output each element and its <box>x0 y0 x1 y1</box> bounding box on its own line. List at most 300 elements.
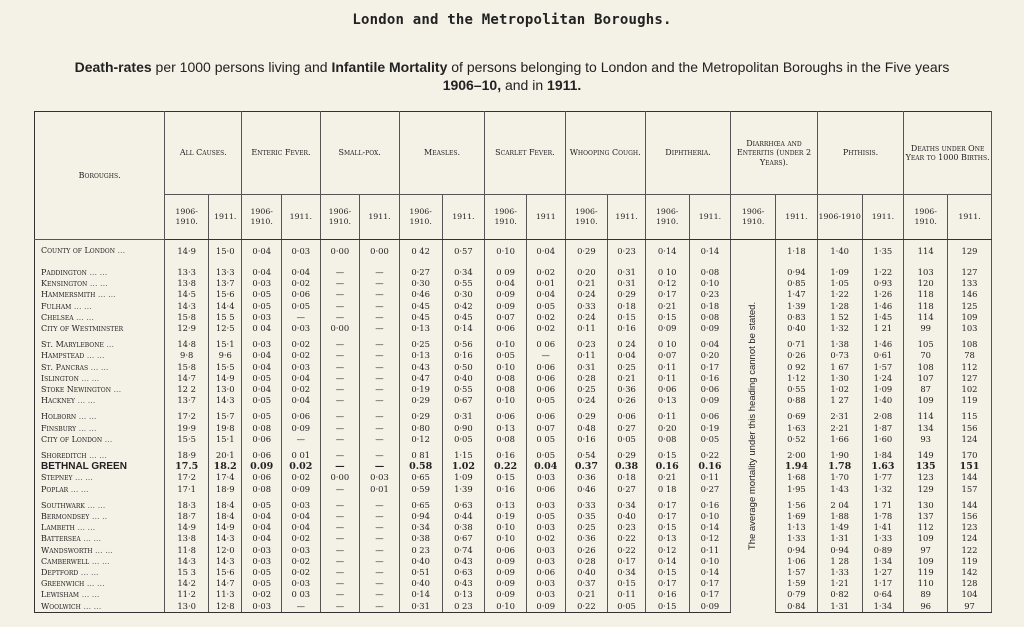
header-period: 1911. <box>360 195 400 240</box>
header-period: 1911 <box>526 195 565 240</box>
table-cell: — <box>320 461 360 472</box>
table-cell: 0·15 <box>645 312 689 323</box>
table-cell: — <box>360 556 400 567</box>
table-cell: 0·04 <box>526 289 565 300</box>
table-cell: 14·3 <box>209 395 242 406</box>
leader-dots: ... .. <box>91 512 108 522</box>
table-cell: 14·3 <box>209 533 242 544</box>
table-cell: 0·28 <box>565 373 608 384</box>
table-cell: 11·8 <box>165 545 209 556</box>
table-cell: 0·19 <box>689 423 731 434</box>
table-cell: 0·13 <box>399 323 442 334</box>
table-cell: 0·09 <box>689 601 731 613</box>
table-cell: 0·02 <box>526 533 565 544</box>
table-cell: 15·6 <box>209 289 242 300</box>
table-cell: 0·73 <box>817 350 862 361</box>
table-cell: 0·05 <box>689 434 731 445</box>
table-row <box>35 240 992 263</box>
table-cell: 1·09 <box>862 384 904 395</box>
table-cell: 0·25 <box>608 362 646 373</box>
table-cell: 0·24 <box>565 312 608 323</box>
table-cell: 0·03 <box>282 240 321 263</box>
table-cell: 0 06 <box>526 339 565 350</box>
table-cell: 0·15 <box>645 601 689 613</box>
table-cell: 0·16 <box>689 500 731 511</box>
table-cell: 0·05 <box>242 567 282 578</box>
table-cell: 0·04 <box>689 339 731 350</box>
header-period: 1911. <box>442 195 485 240</box>
table-cell: 0·05 <box>608 601 646 613</box>
borough-label: Camberwell <box>41 556 90 566</box>
table-cell: — <box>320 289 360 300</box>
table-cell: — <box>320 533 360 544</box>
table-cell: 107 <box>904 373 948 384</box>
header-period: 1911. <box>948 195 992 240</box>
table-cell: 1·63 <box>776 423 818 434</box>
table-cell: 0·09 <box>485 589 527 600</box>
table-cell: 119 <box>948 395 992 406</box>
table-cell: 124 <box>948 434 992 445</box>
table-cell: 70 <box>904 350 948 361</box>
table-cell: 0·23 <box>608 240 646 263</box>
table-cell: 1·57 <box>862 362 904 373</box>
table-cell: — <box>360 384 400 395</box>
table-cell: 0·14 <box>689 522 731 533</box>
table-cell: 0·54 <box>565 450 608 461</box>
table-cell: 18·3 <box>165 500 209 511</box>
table-cell: 13·7 <box>165 395 209 406</box>
table-row <box>35 484 992 495</box>
table-row <box>35 384 992 395</box>
table-cell: 102 <box>948 384 992 395</box>
table-cell: 14·9 <box>209 373 242 384</box>
table-cell: 0·14 <box>399 589 442 600</box>
borough-label: BETHNAL GREEN <box>41 461 127 473</box>
table-cell: 0·08 <box>689 267 731 278</box>
borough-label: Lewisham <box>41 590 80 600</box>
table-cell: 0·06 <box>282 289 321 300</box>
borough-label: Chelsea <box>41 312 74 322</box>
table-cell: 0·40 <box>399 556 442 567</box>
header-period: 1906-1910. <box>242 195 282 240</box>
table-cell: 1·39 <box>776 301 818 312</box>
borough-name <box>35 423 165 434</box>
subtitle-text-2: of persons belonging to London and the Metropolitan Boroughs in the Five years <box>447 59 950 75</box>
table-cell: 124 <box>948 533 992 544</box>
table-cell: 0·05 <box>242 411 282 422</box>
table-cell: 0·05 <box>242 578 282 589</box>
header-period: 1911. <box>209 195 242 240</box>
table-cell: 0·09 <box>485 567 527 578</box>
table-cell: 0·10 <box>485 533 527 544</box>
table-row <box>35 567 992 578</box>
table-cell: 13·3 <box>165 267 209 278</box>
borough-name <box>35 567 165 578</box>
table-cell: 1·39 <box>442 484 485 495</box>
table-cell: 1·38 <box>817 339 862 350</box>
leader-dots: ... <box>117 246 126 255</box>
leader-dots: ... ... <box>78 423 97 433</box>
table-cell: 0·23 <box>689 289 731 300</box>
table-cell: 1·90 <box>817 450 862 461</box>
borough-label: St. Marylebone <box>41 340 104 350</box>
table-row <box>35 373 992 384</box>
table-cell: 109 <box>948 312 992 323</box>
table-row <box>35 545 992 556</box>
table-cell: 1·28 <box>817 301 862 312</box>
table-cell: 0·05 <box>526 450 565 461</box>
table-cell: 1 67 <box>817 362 862 373</box>
leader-dots: ... ... <box>83 601 102 611</box>
table-cell: 14·9 <box>165 240 209 263</box>
table-cell: 0·04 <box>242 533 282 544</box>
table-cell: 0·59 <box>399 484 442 495</box>
table-cell: 0.16 <box>689 461 731 472</box>
table-cell: 14·2 <box>165 578 209 589</box>
table-row <box>35 278 992 289</box>
table-cell: 0·02 <box>242 589 282 600</box>
table-cell: 115 <box>948 411 992 422</box>
table-cell: 0·16 <box>645 589 689 600</box>
table-cell: 1·15 <box>442 450 485 461</box>
table-cell: 0·03 <box>282 500 321 511</box>
table-cell: 0·46 <box>565 484 608 495</box>
table-cell: 0·65 <box>399 472 442 483</box>
table-cell: 156 <box>948 423 992 434</box>
leader-dots: ... ... <box>90 362 109 372</box>
table-cell: 0·15 <box>645 567 689 578</box>
table-cell: 15·8 <box>165 312 209 323</box>
table-cell: 1·45 <box>862 312 904 323</box>
table-cell: 0·17 <box>645 578 689 589</box>
table-cell: 0·04 <box>282 267 321 278</box>
table-cell: 0·14 <box>645 556 689 567</box>
borough-name <box>35 301 165 312</box>
header-period: 1906-1910. <box>645 195 689 240</box>
table-row <box>35 301 992 312</box>
subtitle-years: 1906–10, <box>442 77 502 93</box>
table-cell: 0·09 <box>689 395 731 406</box>
table-row <box>35 472 992 483</box>
table-cell: 9·8 <box>165 350 209 361</box>
table-cell: 0·22 <box>565 601 608 613</box>
table-cell: 2·08 <box>862 411 904 422</box>
table-cell: 0.38 <box>608 461 646 472</box>
table-cell: — <box>360 323 400 334</box>
header-period: 1911. <box>689 195 731 240</box>
table-cell: 18·4 <box>209 500 242 511</box>
table-cell: 0·05 <box>242 500 282 511</box>
table-cell: — <box>320 578 360 589</box>
borough-name <box>35 522 165 533</box>
table-cell: 0·06 <box>242 434 282 445</box>
table-cell: 19·9 <box>165 423 209 434</box>
table-cell: 1·33 <box>817 567 862 578</box>
table-cell: 0·04 <box>242 522 282 533</box>
table-cell: 0·22 <box>608 545 646 556</box>
table-cell: 13·8 <box>165 278 209 289</box>
table-cell: 0·31 <box>565 362 608 373</box>
borough-label: Finsbury <box>41 423 77 433</box>
table-cell: 0·47 <box>399 373 442 384</box>
borough-name <box>35 350 165 361</box>
table-cell: 0·05 <box>442 434 485 445</box>
table-cell: 14·5 <box>165 289 209 300</box>
table-cell: — <box>526 350 565 361</box>
table-cell: 0·90 <box>442 423 485 434</box>
table-cell: 1 52 <box>817 312 862 323</box>
table-cell: 0·12 <box>645 545 689 556</box>
table-cell: 1·26 <box>862 289 904 300</box>
table-cell: 0·02 <box>282 556 321 567</box>
table-cell: 0·29 <box>565 411 608 422</box>
table-cell: 15·8 <box>165 362 209 373</box>
table-cell: 0·35 <box>565 511 608 522</box>
table-cell: 17·1 <box>165 484 209 495</box>
table-cell: 0·11 <box>689 472 731 483</box>
table-cell: 0·23 <box>608 522 646 533</box>
table-cell: 0·11 <box>645 362 689 373</box>
table-cell: 127 <box>948 267 992 278</box>
table-cell: — <box>320 601 360 613</box>
borough-name <box>35 395 165 406</box>
borough-label: Stoke Newington <box>41 385 111 395</box>
table-cell: 0·29 <box>608 289 646 300</box>
table-cell: 0·04 <box>242 384 282 395</box>
table-cell: 11·3 <box>209 589 242 600</box>
borough-label: City of London <box>41 434 103 444</box>
table-cell: 109 <box>904 395 948 406</box>
table-cell: 1·32 <box>817 323 862 334</box>
table-cell: 0·13 <box>442 589 485 600</box>
table-cell: 0·08 <box>242 423 282 434</box>
table-cell: 0·06 <box>608 411 646 422</box>
table-cell: 0·03 <box>242 278 282 289</box>
table-cell: 0·46 <box>399 289 442 300</box>
table-cell: 96 <box>904 601 948 613</box>
borough-name <box>35 240 165 263</box>
table-cell: 0·01 <box>526 278 565 289</box>
header-period: 1906-1910 <box>817 195 862 240</box>
table-cell: 2 04 <box>817 500 862 511</box>
table-cell: 0 10 <box>645 339 689 350</box>
borough-label: Battersea <box>41 534 81 544</box>
table-cell: — <box>320 522 360 533</box>
table-cell: 0·03 <box>526 578 565 589</box>
table-cell: 0·09 <box>282 484 321 495</box>
table-cell: — <box>360 350 400 361</box>
table-cell: 0·06 <box>689 384 731 395</box>
table-cell: 0·30 <box>399 278 442 289</box>
leader-dots: ... ... <box>97 290 116 300</box>
table-cell: 0·13 <box>485 423 527 434</box>
table-cell: 134 <box>904 423 948 434</box>
borough-name <box>35 500 165 511</box>
table-cell: 0·10 <box>485 339 527 350</box>
table-cell: 103 <box>948 323 992 334</box>
table-cell: 1·69 <box>776 511 818 522</box>
table-cell: 0·55 <box>776 384 818 395</box>
table-cell: 18·9 <box>165 450 209 461</box>
table-cell: 0·03 <box>282 362 321 373</box>
table-cell: 0·03 <box>282 578 321 589</box>
table-cell: 0·63 <box>442 500 485 511</box>
table-cell: — <box>360 373 400 384</box>
table-cell: 0·85 <box>776 278 818 289</box>
header-period: 1906-1910. <box>485 195 527 240</box>
table-cell: 0.58 <box>399 461 442 472</box>
table-cell: 1 71 <box>862 500 904 511</box>
table-cell: 108 <box>948 339 992 350</box>
table-cell: — <box>320 267 360 278</box>
header-group: All Causes. <box>165 112 242 195</box>
table-cell: 1·21 <box>817 578 862 589</box>
table-cell: — <box>360 434 400 445</box>
table-cell: 0·06 <box>526 567 565 578</box>
table-cell: — <box>360 301 400 312</box>
table-cell: 0·36 <box>565 533 608 544</box>
table-cell: 15·1 <box>209 339 242 350</box>
table-row <box>35 350 992 361</box>
table-cell: 0 04 <box>242 323 282 334</box>
table-cell: 0·84 <box>776 601 818 613</box>
leader-dots: ... ... <box>86 351 105 361</box>
table-cell: 0·14 <box>442 323 485 334</box>
table-cell: 123 <box>904 472 948 483</box>
table-cell: 0·74 <box>442 545 485 556</box>
table-cell: 0·06 <box>526 411 565 422</box>
table-cell: 0·34 <box>399 522 442 533</box>
leader-dots: ... ... <box>73 301 92 311</box>
borough-name <box>35 589 165 600</box>
subtitle-text-3: and in <box>501 77 548 93</box>
leader-dots: ... ... <box>91 556 110 566</box>
table-cell: 0·06 <box>526 384 565 395</box>
table-cell: 15 3 <box>165 567 209 578</box>
table-cell: 97 <box>948 601 992 613</box>
table-cell: 0·22 <box>608 533 646 544</box>
table-cell: 1·33 <box>862 533 904 544</box>
table-cell: 0·64 <box>862 589 904 600</box>
table-cell: 87 <box>904 384 948 395</box>
table-cell: 109 <box>904 556 948 567</box>
table-cell: 137 <box>904 511 948 522</box>
table-cell: 0·11 <box>565 323 608 334</box>
table-cell: — <box>320 434 360 445</box>
table-cell: 0·26 <box>776 350 818 361</box>
table-cell: 0·06 <box>645 384 689 395</box>
borough-name <box>35 511 165 522</box>
table-cell: 0·17 <box>608 556 646 567</box>
table-cell: 0·04 <box>242 240 282 263</box>
leader-dots: ... ... <box>76 312 94 322</box>
table-cell: 104 <box>948 589 992 600</box>
table-cell: 0·03 <box>360 472 400 483</box>
table-cell: 1·34 <box>862 556 904 567</box>
borough-name <box>35 411 165 422</box>
table-cell: 0·07 <box>485 312 527 323</box>
borough-label: Islington <box>41 373 79 383</box>
table-cell: 0·04 <box>282 511 321 522</box>
table-cell: 2·21 <box>817 423 862 434</box>
table-cell: 0·06 <box>282 411 321 422</box>
borough-label: Hampstead <box>41 351 85 361</box>
table-cell: 0·09 <box>645 323 689 334</box>
table-cell: 0·12 <box>645 278 689 289</box>
table-cell: 0·00 <box>360 240 400 263</box>
table-cell: 18.2 <box>209 461 242 472</box>
table-cell: 0·69 <box>776 411 818 422</box>
table-cell: — <box>320 500 360 511</box>
table-cell: 0·16 <box>442 350 485 361</box>
borough-label: Southwark <box>41 500 85 510</box>
table-row <box>35 522 992 533</box>
table-cell: 133 <box>948 278 992 289</box>
table-cell: 0·34 <box>608 500 646 511</box>
header-group: Phthisis. <box>817 112 904 195</box>
table-cell: 0·04 <box>282 395 321 406</box>
table-cell: 0·02 <box>526 267 565 278</box>
table-cell: 15·6 <box>209 567 242 578</box>
table-cell: 0 03 <box>282 589 321 600</box>
borough-label: Kensington <box>41 279 88 289</box>
table-cell: 0·09 <box>485 289 527 300</box>
borough-name <box>35 601 165 613</box>
leader-dots: ... ... <box>70 484 89 494</box>
borough-label: Holborn <box>41 412 77 422</box>
table-cell: 0·31 <box>399 601 442 613</box>
subtitle-text-1: per 1000 persons living and <box>151 59 332 75</box>
header-group: Diphtheria. <box>645 112 730 195</box>
table-cell: 0·48 <box>565 423 608 434</box>
table-cell: 0·03 <box>242 556 282 567</box>
header-group: Small-pox. <box>320 112 399 195</box>
table-cell: 0·38 <box>442 522 485 533</box>
borough-name <box>35 434 165 445</box>
table-cell: 0·16 <box>608 323 646 334</box>
table-cell: 0·15 <box>645 450 689 461</box>
borough-name <box>35 373 165 384</box>
leader-dots: ... ... <box>81 590 100 600</box>
table-cell: 0·63 <box>442 567 485 578</box>
table-cell: — <box>360 567 400 578</box>
table-cell: 0·08 <box>645 434 689 445</box>
borough-label: Woolwich <box>41 601 81 611</box>
table-cell: 0·04 <box>608 350 646 361</box>
table-cell: 0·05 <box>526 301 565 312</box>
table-cell: 1·27 <box>862 567 904 578</box>
table-cell: — <box>320 301 360 312</box>
leader-dots: ... ... <box>75 473 93 483</box>
table-cell: 1·46 <box>862 339 904 350</box>
table-cell: 14·9 <box>209 522 242 533</box>
table-cell: 129 <box>948 240 992 263</box>
table-cell: 1·06 <box>776 556 818 567</box>
table-cell: 0·03 <box>526 522 565 533</box>
table-cell: 0·61 <box>862 350 904 361</box>
header-period: 1906-1910. <box>165 195 209 240</box>
table-cell: 0·20 <box>565 267 608 278</box>
page-title: London and the Metropolitan Boroughs. <box>352 12 672 28</box>
table-cell: 0·55 <box>442 278 485 289</box>
table-cell: 0·02 <box>282 533 321 544</box>
table-row <box>35 511 992 522</box>
table-cell: 110 <box>904 578 948 589</box>
table-cell: 1·18 <box>776 240 818 263</box>
table-cell: — <box>320 589 360 600</box>
table-cell: 0·21 <box>565 589 608 600</box>
table-cell: 1·35 <box>862 240 904 263</box>
